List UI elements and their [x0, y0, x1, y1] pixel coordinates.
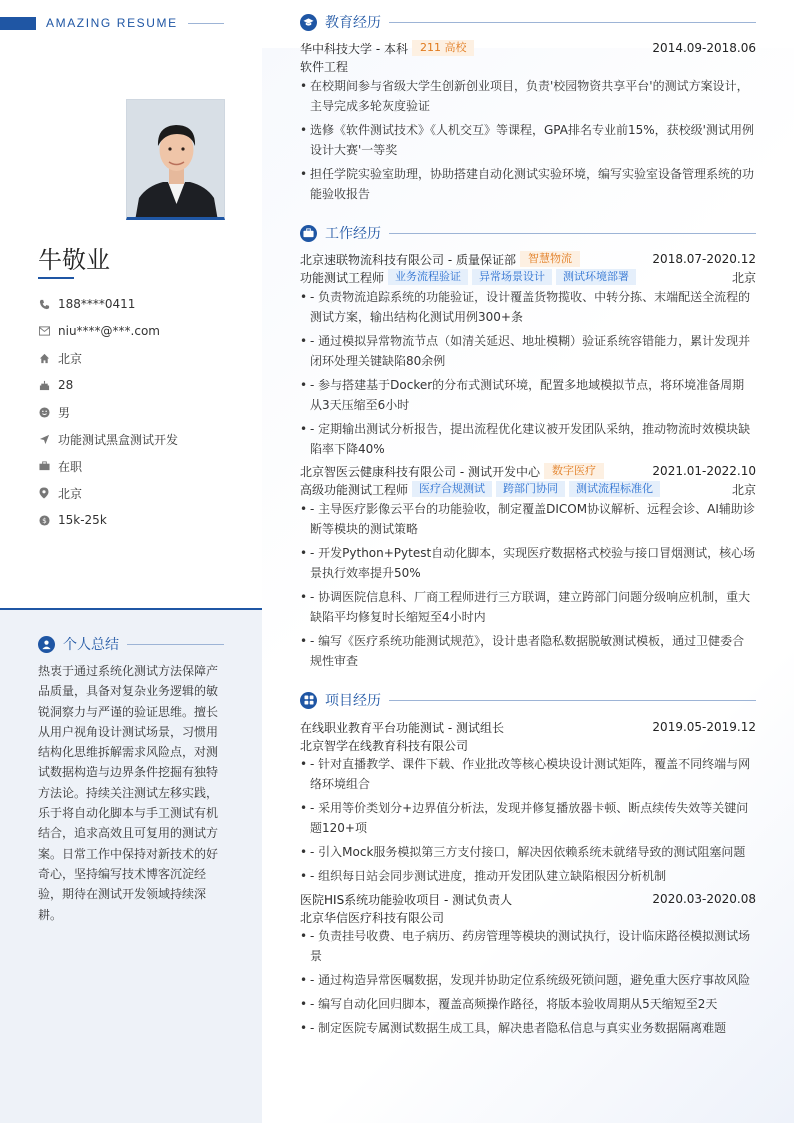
- project-item: • - 通过构造异常医嘱数据，发现并协助定位系统级死锁问题，避免重大医疗事故风险: [300, 973, 751, 987]
- summary-title: 个人总结: [63, 637, 119, 653]
- project-company: 北京华信医疗科技有限公司: [300, 910, 445, 925]
- job-item: • - 通过模拟异常物流节点（如清关延迟、地址模糊）验证系统容错能力，累计发现并闭环处理关键缺陷80余例: [300, 334, 751, 368]
- email-text: niu****@***.com: [58, 324, 160, 338]
- education-title-line: [389, 22, 756, 23]
- home-icon: [38, 352, 50, 364]
- project-header: [300, 890, 756, 908]
- send-icon: [38, 433, 50, 445]
- summary-title-line: [127, 644, 224, 645]
- project-period: 2020.03-2020.08: [652, 892, 756, 906]
- education-major: 软件工程: [300, 59, 349, 74]
- projects-heading: [300, 690, 756, 710]
- projects-title: 项目经历: [325, 693, 381, 709]
- job-city: 北京: [731, 270, 756, 285]
- job-item: • - 参与搭建基于Docker的分布式测试环境，配置多地域模拟节点，将环境准备周期从3天压缩至6小时: [300, 378, 745, 412]
- job-period: 2018.07-2020.12: [652, 252, 756, 266]
- project-period: 2019.05-2019.12: [652, 720, 756, 734]
- education-title: 教育经历: [325, 15, 381, 31]
- smile-icon: [38, 406, 50, 418]
- summary-text: 热衷于通过系统化测试方法保障产品质量，具备对复杂业务逻辑的敏锐洞察力与严谨的验证思维。擅长从用户视角设计测试场景，习惯用结构化思维拆解需求风险点，对测试数据构造与边界条件挖掘有独特方法论。持续关注测试左移实践，乐于将自动化脚本与手工测试有机结合，追求高效且可复用的测试方案。日常工作中保持对新技术的好奇心，坚持编写技术博客沉淀经验，期待在测试开发领域持续深耕。: [38, 664, 219, 922]
- info-gender: [38, 403, 238, 421]
- intent-text: 功能测试黑盒测试开发: [58, 432, 179, 447]
- education-item: • 担任学院实验室助理，协助搭建自动化测试实验环境，编写实验室设备管理系统的功能验收报告: [300, 167, 755, 201]
- skill-tag: 医疗合规测试: [412, 481, 492, 497]
- location-text: 北京: [58, 351, 83, 366]
- brand-title: AMAZING RESUME: [46, 16, 178, 30]
- skill-tag: 测试环境部署: [556, 269, 636, 285]
- money-icon: [38, 514, 50, 526]
- work-title: 工作经历: [325, 226, 381, 242]
- person-photo-icon: [127, 100, 225, 220]
- info-phone: [38, 295, 238, 313]
- job-role-row: [300, 268, 756, 286]
- project-item: • - 组织每日站会同步测试进度，推动开发团队建立缺陷根因分析机制: [300, 869, 667, 883]
- job-role: 高级功能测试工程师: [300, 482, 409, 497]
- education-period: 2014.09-2018.06: [652, 41, 756, 55]
- name-underline: [38, 277, 74, 279]
- skill-tag: 跨部门协同: [496, 481, 565, 497]
- briefcase-icon: [300, 225, 317, 242]
- job-header: [300, 462, 756, 480]
- info-salary: [38, 511, 238, 529]
- city-text: 北京: [58, 486, 83, 501]
- profile-name: 牛敬业: [38, 246, 110, 274]
- info-intent: [38, 430, 238, 448]
- map-pin-icon: [38, 487, 50, 499]
- age-text: 28: [58, 378, 74, 392]
- skill-tag: 业务流程验证: [388, 269, 468, 285]
- cake-icon: [38, 379, 50, 391]
- project-company-row: [300, 736, 756, 754]
- info-age: [38, 376, 238, 394]
- project-company: 北京智学在线教育科技有限公司: [300, 738, 469, 753]
- salary-text: 15k-25k: [58, 513, 107, 527]
- project-name: 在线职业教育平台功能测试 - 测试组长: [300, 720, 504, 735]
- gender-text: 男: [58, 405, 71, 420]
- mail-icon: [38, 325, 50, 337]
- job-item: • - 负责物流追踪系统的功能验证，设计覆盖货物揽收、中转分拣、末端配送全流程的测试方案，输出结构化测试用例300+条: [300, 290, 751, 324]
- project-company-row: [300, 908, 756, 926]
- school-name: 华中科技大学 - 本科: [300, 41, 408, 56]
- grid-icon: [300, 692, 317, 709]
- brand-divider: [188, 23, 224, 24]
- phone-text: 188****0411: [58, 297, 136, 311]
- status-text: 在职: [58, 459, 83, 474]
- brand-bar: [0, 17, 36, 30]
- user-icon: [38, 636, 55, 653]
- school-tag: 211 高校: [412, 40, 475, 56]
- graduation-cap-icon: [300, 14, 317, 31]
- job-industry-tag: 数字医疗: [544, 463, 604, 479]
- project-item: • - 负责挂号收费、电子病历、药房管理等模块的测试执行，设计临床路径模拟测试场景: [300, 929, 751, 963]
- job-item: • - 开发Python+Pytest自动化脚本，实现医疗数据格式校验与接口冒烟测试，核心场景执行效率提升50%: [300, 546, 756, 580]
- education-header: [300, 39, 756, 57]
- project-item: • - 编写自动化回归脚本，覆盖高频操作路径，将版本验收周期从5天缩短至2天: [300, 997, 718, 1011]
- job-company: 北京智医云健康科技有限公司 - 测试开发中心: [300, 464, 540, 479]
- skill-tag: 异常场景设计: [472, 269, 552, 285]
- profile-photo: [126, 99, 225, 220]
- education-heading: [300, 12, 756, 32]
- project-item: • - 制定医院专属测试数据生成工具，解决患者隐私信息与真实业务数据隔离难题: [300, 1021, 727, 1035]
- phone-icon: [38, 298, 50, 310]
- job-role-row: [300, 480, 756, 498]
- job-role: 功能测试工程师: [300, 270, 385, 285]
- job-item: • - 编写《医疗系统功能测试规范》，设计患者隐私数据脱敏测试模板，通过卫健委合规性审查: [300, 634, 745, 668]
- svg-text:$: $: [41, 515, 47, 525]
- job-period: 2021.01-2022.10: [652, 464, 756, 478]
- work-heading: [300, 223, 756, 243]
- job-item: • - 主导医疗影像云平台的功能验收，制定覆盖DICOM协议解析、远程会诊、AI辅助诊断等模块的测试策略: [300, 502, 755, 536]
- briefcase-icon: [38, 460, 50, 472]
- work-title-line: [389, 233, 756, 234]
- project-item: • - 针对直播教学、课件下载、作业批改等核心模块设计测试矩阵，覆盖不同终端与网络环境组合: [300, 757, 751, 791]
- job-industry-tag: 智慧物流: [520, 251, 580, 267]
- info-city: [38, 484, 238, 502]
- job-city: 北京: [731, 482, 756, 497]
- job-item: • - 定期输出测试分析报告，提出流程优化建议被开发团队采纳，推动物流时效模块缺陷率下降40%: [300, 422, 751, 456]
- project-item: • - 引入Mock服务模拟第三方支付接口，解决因依赖系统未就绪导致的测试阻塞问题: [300, 845, 746, 859]
- info-email: [38, 322, 238, 340]
- project-item: • - 采用等价类划分+边界值分析法，发现并修复播放器卡顿、断点续传失效等关键问题120+项: [300, 801, 749, 835]
- job-item: • - 协调医院信息科、厂商工程师进行三方联调，建立跨部门问题分级响应机制，重大缺陷平均修复时长缩短至4小时内: [300, 590, 751, 624]
- education-item: • 选修《软件测试技术》《人机交互》等课程，GPA排名专业前15%，获校级'测试用例设计大赛'一等奖: [300, 123, 754, 157]
- info-status: [38, 457, 238, 475]
- job-header: [300, 250, 756, 268]
- skill-tag: 测试流程标准化: [569, 481, 660, 497]
- education-item: • 在校期间参与省级大学生创新创业项目，负责'校园物资共享平台'的测试方案设计，主导完成多轮灰度验证: [300, 79, 749, 113]
- project-header: [300, 718, 756, 736]
- job-company: 北京速联物流科技有限公司 - 质量保证部: [300, 252, 516, 267]
- info-location: [38, 349, 238, 367]
- education-major-row: [300, 57, 756, 75]
- projects-title-line: [389, 700, 756, 701]
- project-name: 医院HIS系统功能验收项目 - 测试负责人: [300, 892, 513, 907]
- summary-heading: [38, 634, 224, 654]
